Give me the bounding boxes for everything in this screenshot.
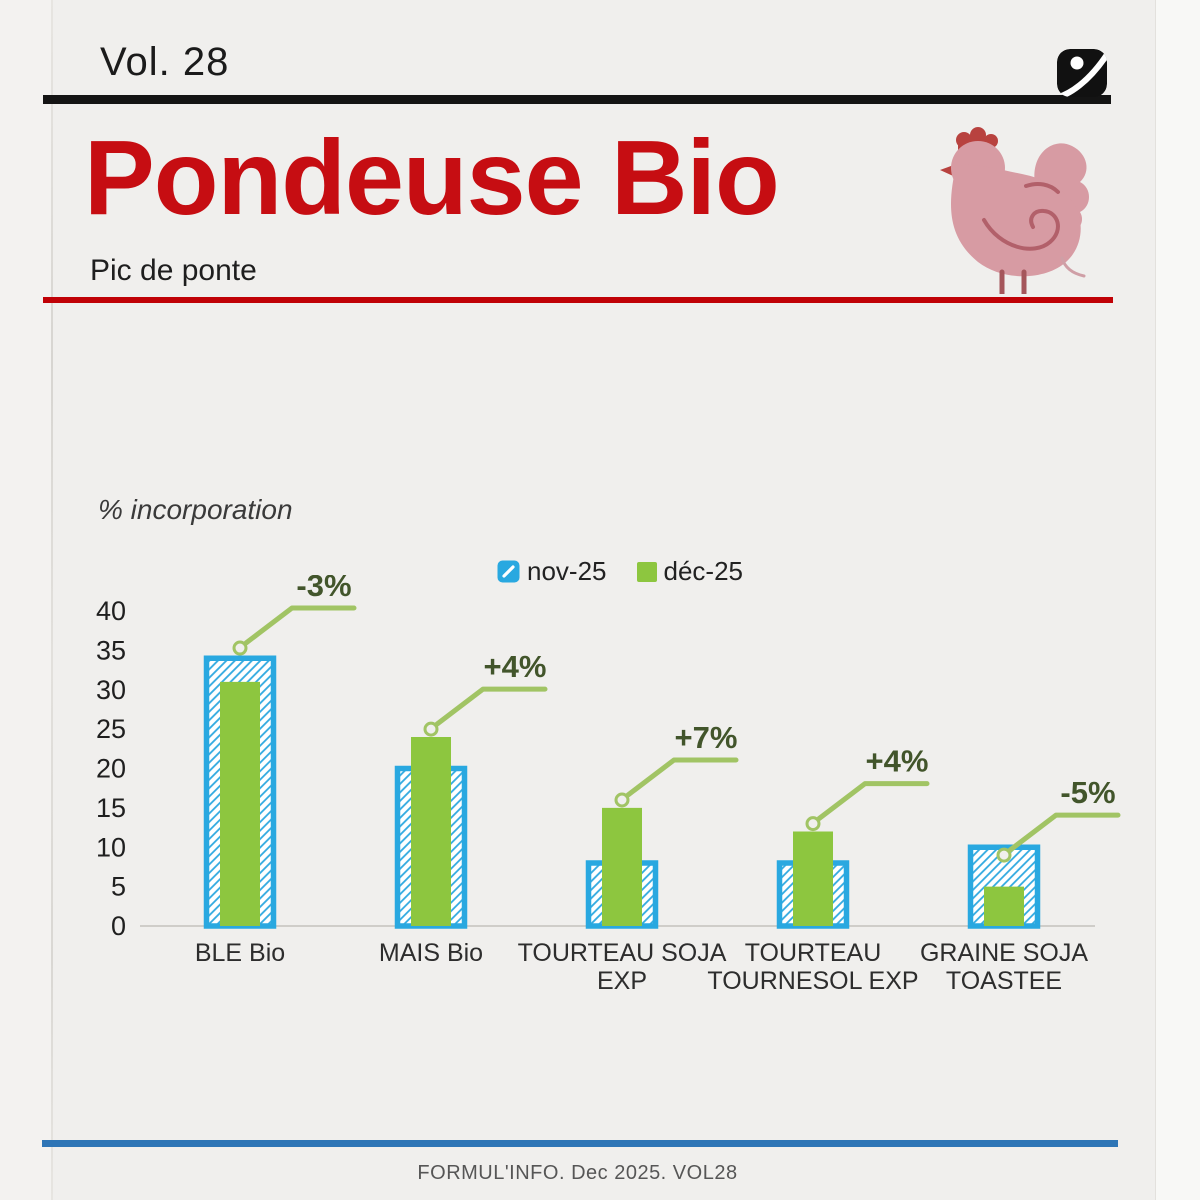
- hen-illustration: [938, 124, 1098, 294]
- page-subtitle: Pic de ponte: [90, 254, 257, 287]
- category-label-5: GRAINE SOJA TOASTEE: [919, 939, 1089, 995]
- callout-label-1: -3%: [296, 575, 352, 604]
- footer-rule: [42, 1140, 1118, 1147]
- callout-line-1: [246, 608, 354, 643]
- paper-left-strip: [0, 0, 51, 1200]
- callout-line-3: [628, 760, 736, 795]
- y-tick-label-10: 10: [95, 832, 126, 863]
- brand-logo-icon: [1055, 46, 1109, 100]
- y-tick-label-40: 40: [95, 596, 126, 626]
- title-rule: [43, 297, 1113, 303]
- bar-dec25-2: [411, 737, 451, 926]
- y-tick-label-20: 20: [95, 753, 126, 784]
- callout-marker-4: [807, 818, 819, 830]
- callout-label-4: +4%: [865, 743, 929, 779]
- page-title: Pondeuse Bio: [84, 119, 779, 237]
- chart-axis-title: % incorporation: [98, 494, 293, 525]
- bar-dec25-5: [984, 887, 1024, 926]
- footer-text: FORMUL'INFO. Dec 2025. VOL28: [417, 1162, 738, 1184]
- y-tick-label-15: 15: [95, 792, 126, 823]
- volume-label: Vol. 28: [100, 40, 230, 84]
- legend-label-nov25: nov-25: [527, 556, 607, 586]
- chart-area: [90, 575, 1150, 1005]
- callout-marker-3: [616, 794, 628, 806]
- header-rule: [43, 95, 1111, 104]
- callout-label-5: -5%: [1060, 775, 1116, 811]
- callout-marker-5: [998, 849, 1010, 861]
- y-tick-label-35: 35: [95, 635, 126, 666]
- y-tick-label-30: 30: [95, 674, 126, 705]
- y-tick-label-25: 25: [95, 714, 126, 745]
- category-label-1: BLE Bio: [194, 939, 286, 967]
- bar-dec25-3: [602, 808, 642, 926]
- callout-marker-1: [234, 642, 246, 654]
- y-tick-label-0: 0: [110, 911, 126, 941]
- legend-label-dec25: déc-25: [663, 556, 743, 586]
- callout-label-3: +7%: [674, 720, 738, 755]
- callout-line-2: [437, 689, 545, 724]
- callout-label-2: +4%: [483, 649, 547, 685]
- incorporation-bar-chart: [90, 575, 1150, 1005]
- callout-marker-2: [425, 723, 437, 735]
- category-label-4: TOURTEAU TOURNESOL EXP: [707, 939, 919, 995]
- bar-dec25-1: [220, 682, 260, 926]
- category-label-2: MAIS Bio: [378, 939, 484, 967]
- paper-crease: [51, 0, 53, 1200]
- bar-dec25-4: [793, 832, 833, 927]
- callout-line-4: [819, 784, 927, 819]
- category-label-3: TOURTEAU SOJA EXP: [517, 939, 727, 995]
- y-tick-label-5: 5: [110, 871, 126, 902]
